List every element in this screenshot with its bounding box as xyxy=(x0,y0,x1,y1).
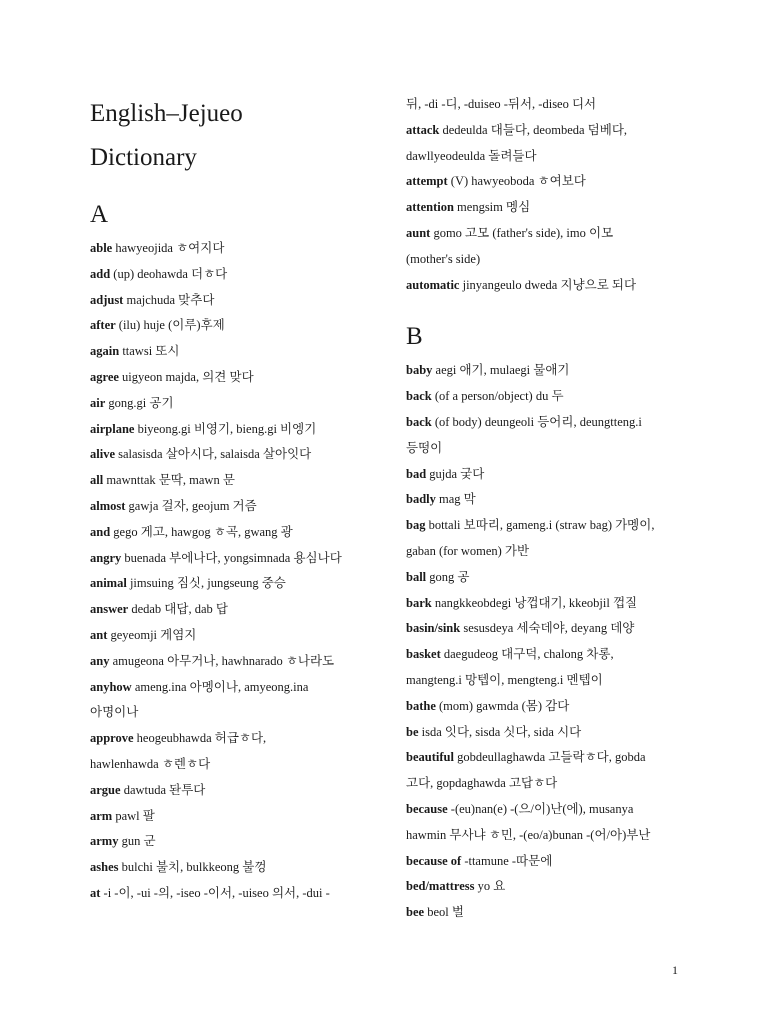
dictionary-entry xyxy=(90,546,375,572)
entry-list-a xyxy=(90,236,375,907)
entry-headword: alive xyxy=(90,447,115,462)
dictionary-entry xyxy=(406,487,676,513)
dictionary-entry xyxy=(406,874,676,900)
entry-definition: dedeulda 대들다, deombeda 덤베다, xyxy=(439,122,628,137)
dictionary-entry xyxy=(406,144,676,170)
dictionary-entry xyxy=(90,881,375,907)
dictionary-entry xyxy=(406,668,676,694)
entry-definition: beol 벌 xyxy=(424,905,464,920)
entry-definition: -ttamune -따문에 xyxy=(461,853,553,868)
entry-definition: 아명이나 xyxy=(90,705,139,720)
entry-headword: ashes xyxy=(90,860,119,875)
dictionary-entry xyxy=(406,694,676,720)
entry-definition: nangkkeobdegi 낭껍대기, kkeobjil 껍질 xyxy=(431,595,638,610)
dictionary-entry xyxy=(90,494,375,520)
dictionary-entry xyxy=(406,720,676,746)
entry-headword: aunt xyxy=(406,225,431,240)
entry-list-a-continued xyxy=(406,92,676,298)
entry-headword: agree xyxy=(90,369,119,384)
entry-headword: bag xyxy=(406,518,426,533)
entry-definition: yo 요 xyxy=(474,879,506,894)
dictionary-entry xyxy=(406,539,676,565)
dictionary-entry xyxy=(90,442,375,468)
entry-headword: and xyxy=(90,524,111,539)
entry-definition: amugeona 아무거나, hawhnarado ㅎ나라도 xyxy=(109,653,335,668)
entry-definition: bulchi 불치, bulkkeong 불껑 xyxy=(118,860,267,875)
entry-headword: ball xyxy=(406,569,427,584)
dictionary-entry xyxy=(406,823,676,849)
entry-definition: hawmin 무사냐 ㅎ민, -(eo/a)bunan -(어/아)부난 xyxy=(406,827,651,842)
entry-headword: answer xyxy=(90,602,129,617)
entry-definition: ttawsi 또시 xyxy=(119,344,180,359)
entry-headword: able xyxy=(90,241,113,255)
dictionary-entry xyxy=(90,855,375,881)
entry-headword: be xyxy=(406,724,419,739)
entry-headword: animal xyxy=(90,576,127,591)
entry-headword: arm xyxy=(90,808,113,823)
entry-definition: mangteng.i 망텝이, mengteng.i 멘텝이 xyxy=(406,672,603,687)
entry-definition: (ilu) huje (이루)후제 xyxy=(115,318,225,333)
entry-definition: -(eu)nan(e) -(으/이)난(에), musanya xyxy=(447,801,634,816)
entry-definition: hawlenhawda ㅎ렌ㅎ다 xyxy=(90,756,211,771)
title-line-1: English–Jejueo xyxy=(90,100,243,127)
dictionary-entry xyxy=(90,339,375,365)
title-line-2: Dictionary xyxy=(90,144,197,171)
dictionary-entry xyxy=(406,436,676,462)
dictionary-entry xyxy=(90,700,375,726)
dictionary-entry xyxy=(90,468,375,494)
entry-definition: sesusdeya 세숙데야, deyang 데양 xyxy=(460,621,635,636)
entry-headword: bee xyxy=(406,905,425,920)
entry-headword: because of xyxy=(406,853,462,868)
dictionary-entry xyxy=(90,675,375,701)
dictionary-entry xyxy=(90,520,375,546)
entry-headword: army xyxy=(90,834,119,849)
entry-definition: (mom) gawmda (몸) 감다 xyxy=(435,698,570,713)
entry-headword: attempt xyxy=(406,174,448,189)
page-number: 1 xyxy=(672,963,678,977)
entry-headword: almost xyxy=(90,498,126,513)
entry-definition: buenada 부에나다, yongsimnada 용심나다 xyxy=(121,550,342,565)
dictionary-entry xyxy=(406,642,676,668)
entry-headword: beautiful xyxy=(406,750,454,765)
dictionary-entry xyxy=(406,118,676,144)
dictionary-entry xyxy=(90,623,375,649)
dictionary-entry xyxy=(90,597,375,623)
entry-definition: geyeomji 게염지 xyxy=(107,627,197,642)
entry-definition: daegudeog 대구덕, chalong 차롱, xyxy=(440,647,614,662)
entry-definition: -i -이, -ui -의, -iseo -이서, -uiseo 의서, -dui - xyxy=(100,885,330,900)
dictionary-entry xyxy=(406,900,676,926)
dictionary-entry xyxy=(90,288,375,314)
entry-definition: mawnttak 문딱, mawn 문 xyxy=(103,473,235,488)
entry-definition: 뒤, -di -디, -duiseo -뒤서, -diseo 디서 xyxy=(406,97,597,111)
page-title xyxy=(90,92,375,180)
entry-definition: gun 군 xyxy=(118,834,156,849)
entry-definition: isda 잇다, sisda 싯다, sida 시다 xyxy=(418,724,582,739)
dictionary-entry xyxy=(406,771,676,797)
entry-definition: gong 공 xyxy=(426,569,470,584)
entry-definition: pawl 팔 xyxy=(112,808,155,823)
entry-definition: uigyeon majda, 의견 맞다 xyxy=(118,369,254,384)
dictionary-entry xyxy=(90,829,375,855)
entry-definition: (mother's side) xyxy=(406,251,481,266)
entry-headword: at xyxy=(90,885,101,900)
entry-headword: add xyxy=(90,266,111,281)
entry-definition: majchuda 맞추다 xyxy=(123,292,215,307)
dictionary-entry xyxy=(406,616,676,642)
entry-definition: aegi 애기, mulaegi 물애기 xyxy=(432,363,570,378)
entry-headword: ant xyxy=(90,627,108,642)
dictionary-entry xyxy=(406,358,676,384)
entry-definition: (of a person/object) du 두 xyxy=(431,389,564,404)
dictionary-entry xyxy=(90,752,375,778)
entry-definition: gong.gi 공기 xyxy=(105,395,174,410)
entry-definition: jinyangeulo dweda 지냥으로 되다 xyxy=(459,277,637,292)
right-column xyxy=(406,92,676,926)
entry-headword: back xyxy=(406,414,432,429)
entry-headword: attention xyxy=(406,200,454,215)
dictionary-entry xyxy=(406,745,676,771)
entry-definition: gomo 고모 (father's side), imo 이모 xyxy=(430,225,614,240)
dictionary-entry xyxy=(90,417,375,443)
entry-headword: angry xyxy=(90,550,122,565)
entry-headword: bark xyxy=(406,595,432,610)
entry-headword: all xyxy=(90,473,104,488)
section-letter-a: A xyxy=(90,201,109,228)
entry-definition: biyeong.gi 비영기, bieng.gi 비엥기 xyxy=(134,421,317,436)
entry-headword: because xyxy=(406,801,448,816)
entry-definition: gawja 걸자, geojum 거즘 xyxy=(125,498,257,513)
section-letter-b: B xyxy=(406,323,423,351)
entry-headword: baby xyxy=(406,363,433,378)
dictionary-entry xyxy=(406,797,676,823)
entry-definition: heogeubhawda 허급ㅎ다, xyxy=(133,731,267,746)
entry-definition: 고다, gopdaghawda 고답ㅎ다 xyxy=(406,776,558,791)
dictionary-entry xyxy=(90,391,375,417)
dictionary-entry xyxy=(90,571,375,597)
dictionary-entry xyxy=(406,273,676,299)
left-column xyxy=(90,92,375,907)
dictionary-entry xyxy=(90,313,375,339)
entry-headword: adjust xyxy=(90,292,124,307)
dictionary-entry xyxy=(90,262,375,288)
entry-definition: gaban (for women) 가반 xyxy=(406,543,530,558)
entry-headword: badly xyxy=(406,492,436,507)
dictionary-entry xyxy=(90,236,375,262)
dictionary-entry xyxy=(406,195,676,221)
entry-headword: basin/sink xyxy=(406,621,461,636)
entry-definition: gobdeullaghawda 고들락ㅎ다, gobda xyxy=(453,750,646,765)
dictionary-entry xyxy=(406,591,676,617)
dictionary-entry xyxy=(406,462,676,488)
entry-definition: (of body) deungeoli 등어리, deungtteng.i xyxy=(431,414,642,429)
entry-headword: any xyxy=(90,653,110,668)
entry-headword: airplane xyxy=(90,421,135,436)
entry-definition: gujda 궂다 xyxy=(426,466,485,481)
entry-definition: dawllyeodeulda 돌려들다 xyxy=(406,148,537,163)
entry-definition: mag 막 xyxy=(435,492,476,507)
entry-definition: gego 게고, hawgog ㅎ곡, gwang 광 xyxy=(110,524,293,539)
dictionary-entry xyxy=(90,649,375,675)
entry-definition: 등떵이 xyxy=(406,440,443,455)
entry-definition: dedab 대답, dab 답 xyxy=(128,602,228,617)
entry-headword: after xyxy=(90,318,116,333)
dictionary-entry xyxy=(406,410,676,436)
dictionary-entry xyxy=(90,365,375,391)
entry-definition: jimsuing 짐싯, jungseung 중승 xyxy=(126,576,286,591)
entry-definition: salasisda 살아시다, salaisda 살아잇다 xyxy=(115,447,312,462)
entry-headword: back xyxy=(406,389,432,404)
dictionary-entry xyxy=(406,513,676,539)
entry-headword: again xyxy=(90,344,120,359)
dictionary-entry xyxy=(406,92,676,118)
dictionary-entry xyxy=(406,247,676,273)
entry-headword: automatic xyxy=(406,277,460,292)
entry-definition: bottali 보따리, gameng.i (straw bag) 가멩이, xyxy=(425,518,655,533)
entry-headword: approve xyxy=(90,731,134,746)
dictionary-entry xyxy=(406,849,676,875)
entry-headword: air xyxy=(90,395,106,410)
entry-definition: hawyeojida ㅎ여지다 xyxy=(112,241,225,255)
dictionary-entry xyxy=(406,221,676,247)
entry-headword: bathe xyxy=(406,698,436,713)
entry-definition: dawtuda 돤투다 xyxy=(120,782,206,797)
entry-headword: bad xyxy=(406,466,427,481)
entry-list-b xyxy=(406,358,676,926)
entry-definition: (V) hawyeoboda ㅎ여보다 xyxy=(447,174,586,189)
dictionary-entry xyxy=(406,384,676,410)
entry-headword: anyhow xyxy=(90,679,132,694)
entry-headword: bed/mattress xyxy=(406,879,475,894)
entry-headword: argue xyxy=(90,782,121,797)
entry-definition: mengsim 멩심 xyxy=(453,200,531,215)
entry-headword: attack xyxy=(406,122,440,137)
entry-headword: basket xyxy=(406,647,441,662)
dictionary-entry xyxy=(90,778,375,804)
entry-definition: (up) deohawda 더ㅎ다 xyxy=(110,266,228,281)
dictionary-entry xyxy=(90,726,375,752)
entry-definition: ameng.ina 아멩이나, amyeong.ina xyxy=(131,679,309,694)
dictionary-entry xyxy=(90,804,375,830)
dictionary-entry xyxy=(406,169,676,195)
dictionary-entry xyxy=(406,565,676,591)
